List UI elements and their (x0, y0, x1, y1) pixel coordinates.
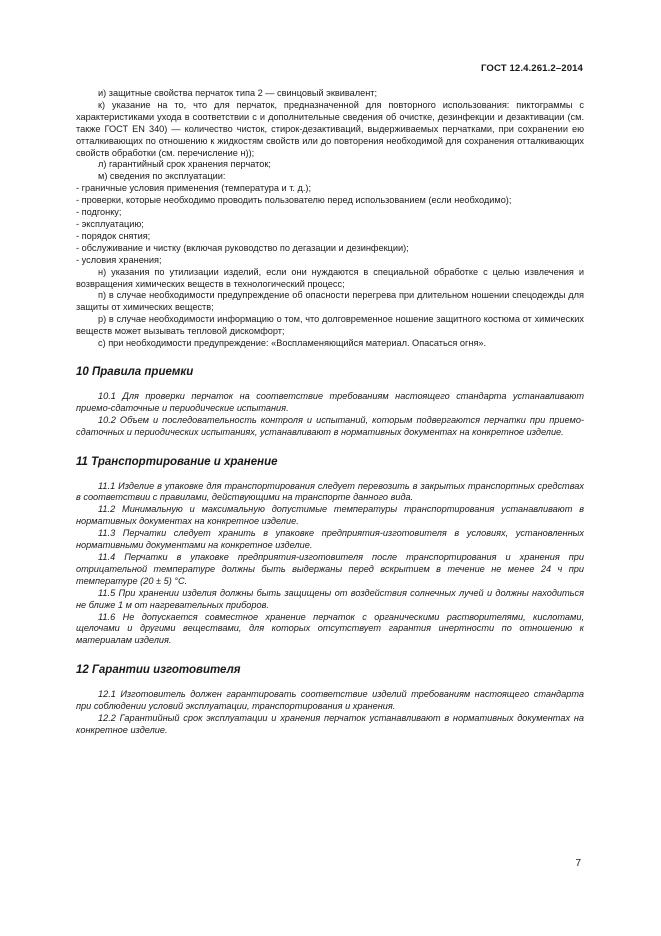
section-12 (76, 663, 584, 737)
paragraph-11-3: 11.3 Перчатки следует хранить в упаковке предприятия-изготовителя в условиях, установленных нормативными документами на конкретное изделие. (76, 528, 584, 551)
list-item: и) защитные свойства перчаток типа 2 — свинцовый эквивалент; (98, 88, 378, 98)
list-item: - подгонку; (76, 207, 122, 218)
page-number: 7 (575, 858, 581, 869)
paragraph-11-4: 11.4 Перчатки в упаковке предприятия-изготовителя после транспортирования и хранения при отрицательной температуре должны быть выдержаны перед вскрытием в течение не менее 24 ч при температуре (20 ± 5) °С. (76, 552, 584, 586)
paragraph-10-1: 10.1 Для проверки перчаток на соответствие требованиям настоящего стандарта устанавливают приемо-сдаточные и периодические испытания. (76, 390, 584, 413)
section-11 (76, 455, 584, 648)
page-content (76, 88, 584, 737)
document-header: ГОСТ 12.4.261.2–2014 (480, 63, 583, 74)
list-item: - обслуживание и чистку (включая руководство по дегазации и дезинфекции); (76, 242, 409, 253)
paragraph-11-2: 11.2 Минимальную и максимальную допустимые температуры транспортирования устанавливают в нормативных документах на конкретное изделие. (76, 504, 584, 527)
paragraph-11-1: 11.1 Изделие в упаковке для транспортирования следует перевозить в закрытых транспортных средствах в соответствии с правилами, действующими на транспорте данного вида. (76, 480, 584, 503)
list-item: н) указания по утилизации изделий, если они нуждаются в специальной обработке с целью извлечения и возвращения химических веществ в технологический процесс; (76, 266, 584, 289)
list-item: л) гарантийный срок хранения перчаток; (98, 159, 271, 170)
list-item: п) в случае необходимости предупреждение об опасности перегрева при длительном ношении спецодежды для защиты от химических веществ; (76, 290, 584, 313)
list-item: - проверки, которые необходимо проводить пользователю перед использованием (если необходимо); (76, 195, 512, 206)
list-item: - эксплуатацию; (76, 218, 144, 229)
section-10-title: 10 Правила приемки (76, 365, 194, 378)
paragraph-12-1: 12.1 Изготовитель должен гарантировать соответствие изделий требованиям настоящего стандарта при соблюдении условий эксплуатации, транспортирования и хранения. (76, 689, 584, 712)
paragraph-11-6: 11.6 Не допускается совместное хранение перчаток с органическими растворителями, кислотами, щелочами и другими веществами, для которых отсутствует гарантия инертности по отношению к материалам изделия. (76, 611, 584, 646)
list-item: - порядок снятия; (76, 230, 151, 241)
list-item: с) при необходимости предупреждение: «Воспламеняющийся материал. Опасаться огня». (98, 338, 487, 349)
section-10 (76, 365, 584, 439)
section-12-title: 12 Гарантии изготовителя (76, 664, 241, 677)
list-item: - условия хранения; (76, 254, 162, 265)
list-item: к) указание на то, что для перчаток, предназначенной для повторного использования: пиктограммы с характеристиками ухода в соответствии с и дополнительные сведения об очистке, дезинфекции и дезактивации (см. также ГОСТ EN 340) — количество чисток, стирок-дезактиваций, выдерживаемых перчатками, при сохранении ею отталкивающих по отношению к жидкостям свойств или до повторения необходимой для сохранения отталкивающих свойств обработки (см. перечисление н)); (76, 99, 584, 158)
paragraph-10-2: 10.2 Объем и последовательность контроля и испытаний, которым подвергаются перчатки при приемо-сдаточных и периодических испытаниях, устанавливают в нормативных документах на конкретное изделие. (76, 414, 584, 437)
paragraph-11-5: 11.5 При хранении изделия должны быть защищены от воздействия солнечных лучей и должны находиться не ближе 1 м от нагревательных приборов. (76, 587, 584, 610)
requirements-list (76, 88, 584, 350)
list-item: р) в случае необходимости информацию о том, что долговременное ношение защитного костюма от химических веществ может вызывать тепловой дискомфорт; (76, 314, 584, 337)
paragraph-12-2: 12.2 Гарантийный срок эксплуатации и хранения перчаток устанавливают в нормативных документах на конкретное изделие. (76, 713, 584, 735)
section-11-title: 11 Транспортирование и хранение (76, 455, 278, 468)
list-item: м) сведения по эксплуатации: (98, 171, 226, 182)
list-item: - граничные условия применения (температура и т. д.); (76, 183, 312, 194)
